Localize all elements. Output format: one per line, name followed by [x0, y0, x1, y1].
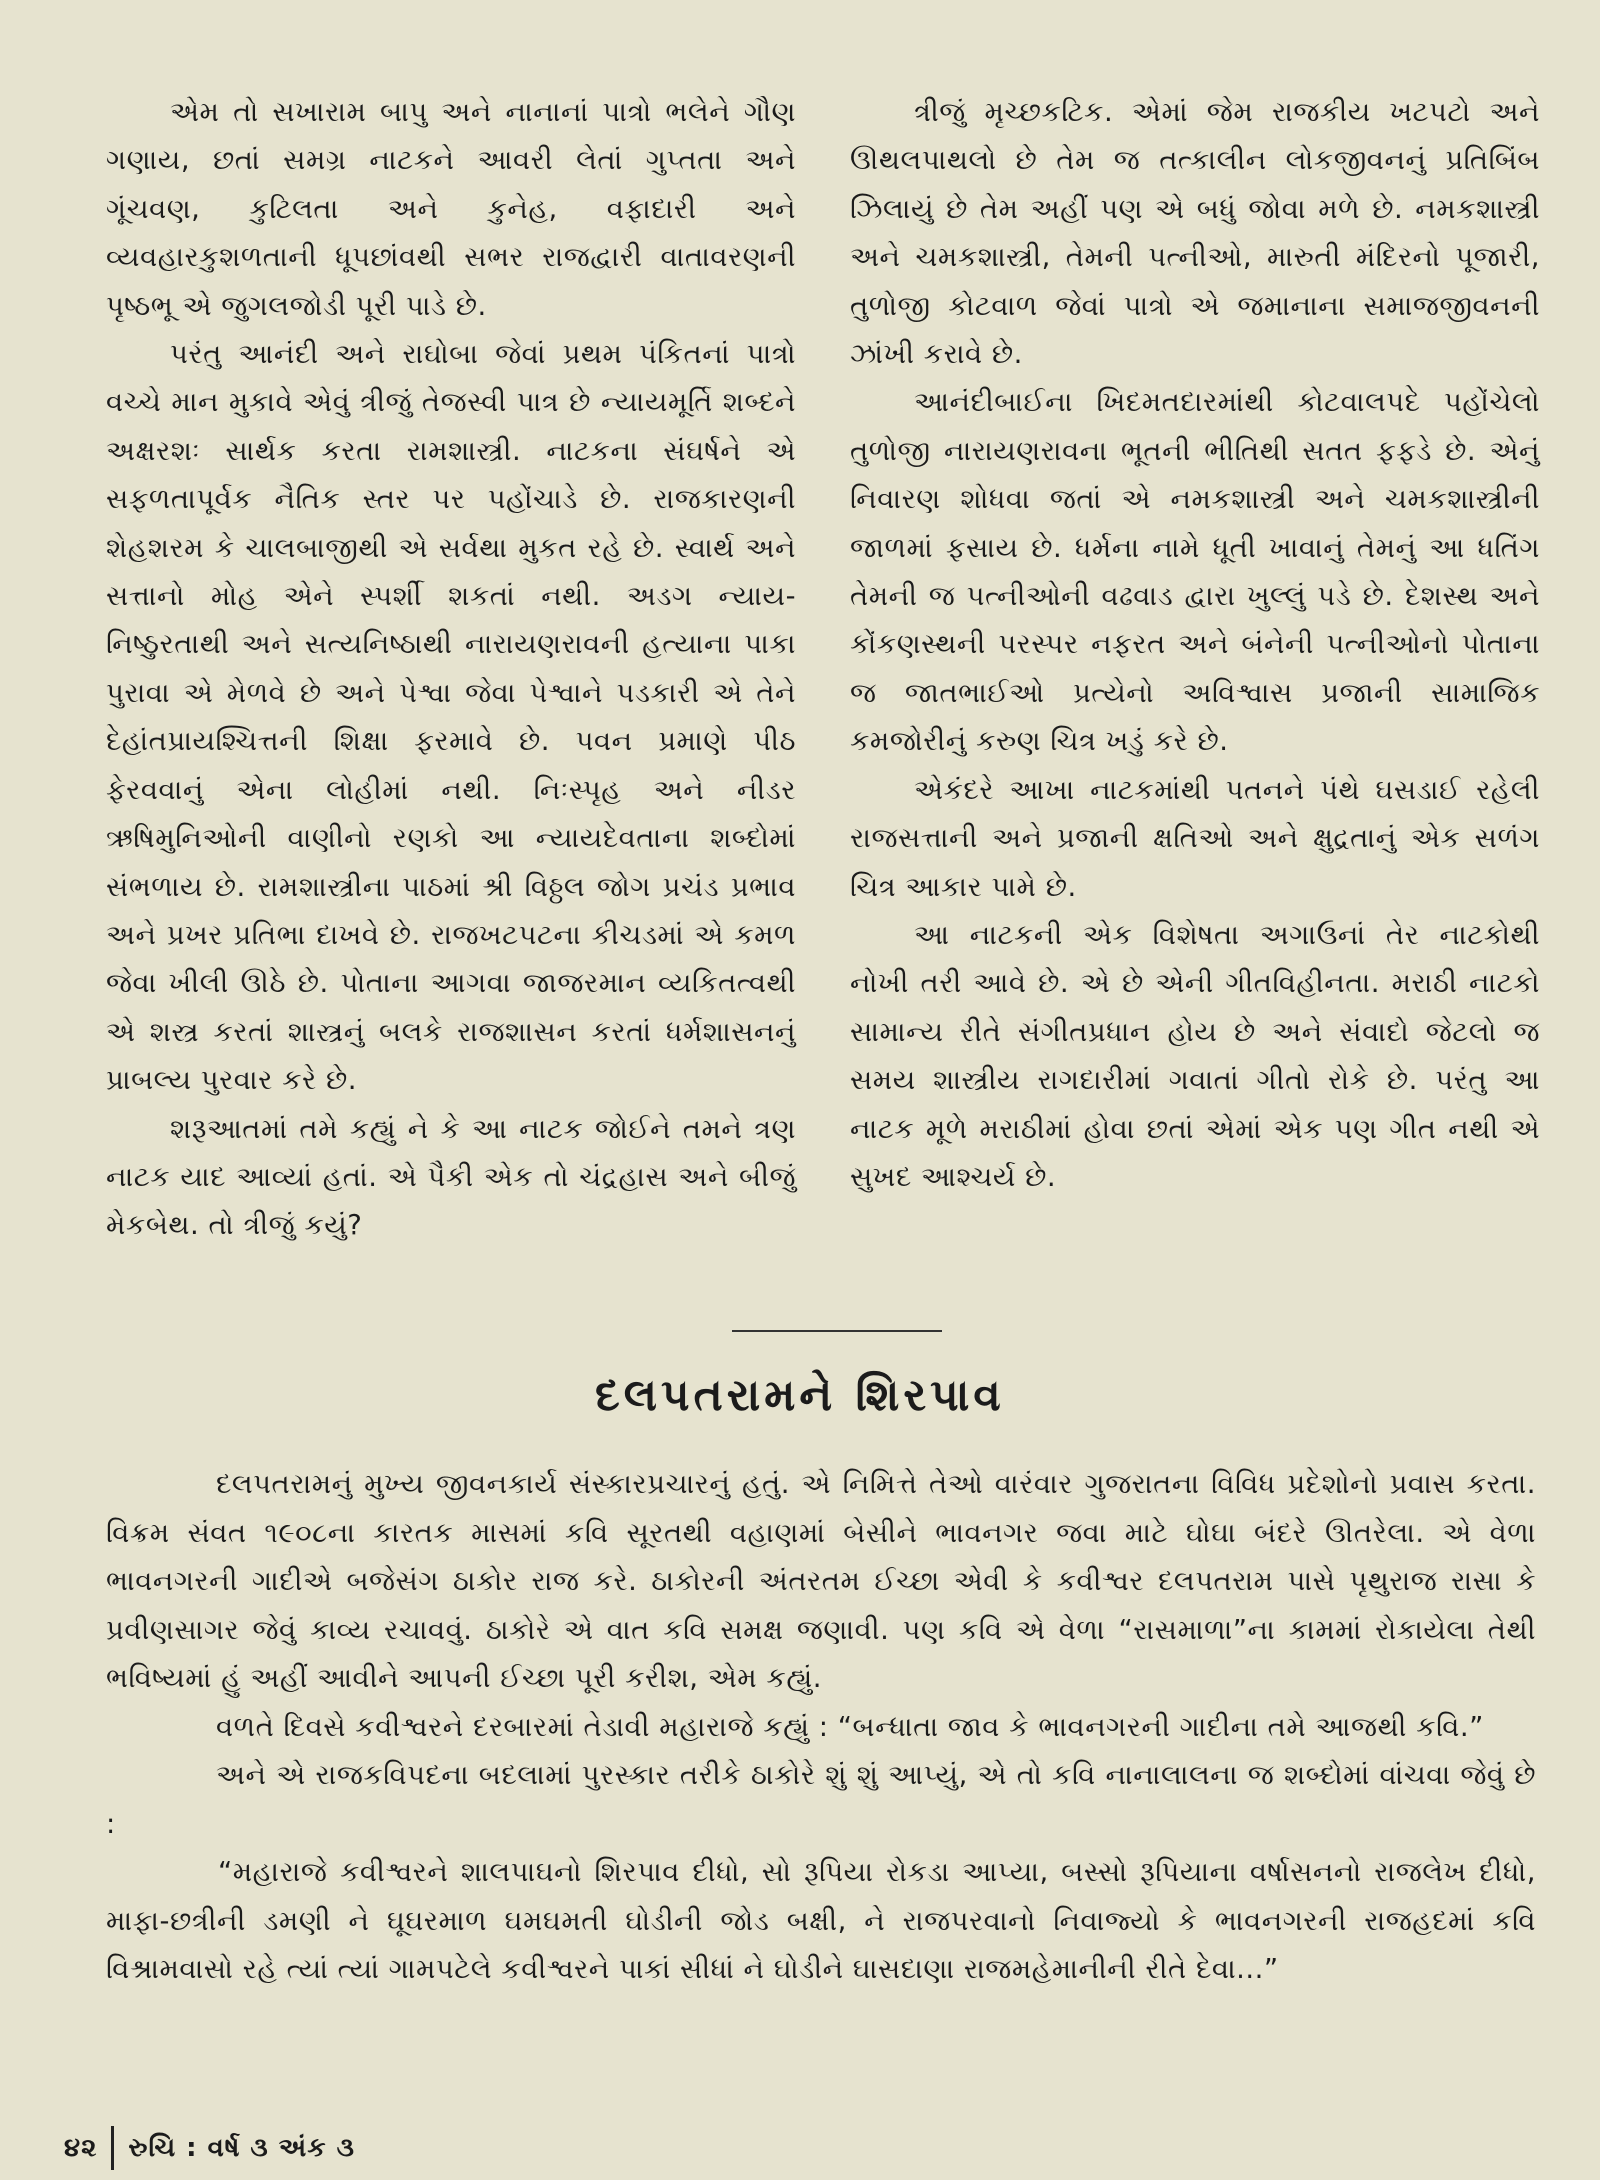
story-paragraph-2: વળતે દિવસે કવીશ્વરને દરબારમાં તેડાવી મહારાજે કહ્યું : “બન્ધાતા જાવ કે ભાવનગરની ગાદીના તમે આજથી કવિ.”: [216, 1710, 1484, 1743]
footer-divider: [111, 2126, 114, 2170]
right-paragraph-1: ત્રીજું મૃચ્છકટિક. એમાં જેમ રાજકીય ખટપટો અને ઊથલપાથલો છે તેમ જ તત્કાલીન લોકજીવનનું પ્રતિબિંબ ઝિલાયું છે તેમ અહીં પણ એ બધું જોવા મળે છે. નમકશાસ્ત્રી અને ચમકશાસ્ત્રી, તેમની પત્નીઓ, મારુતી મંદિરનો પૂજારી, તુળોજી કોટવાળ જેવાં પાત્રો એ જમાનાના સમાજજીવનની ઝાંખી કરાવે છે.: [850, 96, 1540, 371]
left-paragraph-3: શરૂઆતમાં તમે કહ્યું ને કે આ નાટક જોઈને તમને ત્રણ નાટક યાદ આવ્યાં હતાં. એ પૈકી એક તો ચંદ્રહાસ અને બીજું મેકબેથ. તો ત્રીજું કયું?: [106, 1112, 796, 1242]
right-paragraph-3: એકંદરે આખા નાટકમાંથી પતનને પંથે ઘસડાઈ રહેલી રાજસત્તાની અને પ્રજાની ક્ષતિઓ અને ક્ષુદ્રતાનું એક સળંગ ચિત્ર આકાર પામે છે.: [850, 773, 1540, 903]
section-divider: [732, 1330, 942, 1332]
right-paragraph-2: આનંદીબાઈના ખિદમતદારમાંથી કોટવાલપદે પહોંચેલો તુળોજી નારાયણરાવના ભૂતની ભીતિથી સતત ફફડે છે. એનું નિવારણ શોધવા જતાં એ નમકશાસ્ત્રી અને ચમકશાસ્ત્રીની જાળમાં ફસાય છે. ધર્મના નામે ધૂતી ખાવાનું તેમનું આ ધતિંગ તેમની જ પત્નીઓની વઢવાડ દ્વારા ખુલ્લું પડે છે. દેશસ્થ અને કોંકણસ્થની પરસ્પર નફરત અને બંનેની પત્નીઓનો પોતાના જ જાતભાઈઓ પ્રત્યેનો અવિશ્વાસ પ્રજાની સામાજિક કમજોરીનું કરુણ ચિત્ર ખડું કરે છે.: [850, 386, 1540, 758]
right-paragraph-4: આ નાટકની એક વિશેષતા અગાઉનાં તેર નાટકોથી નોખી તરી આવે છે. એ છે એની ગીતવિહીનતા. મરાઠી નાટકો સામાન્ય રીતે સંગીતપ્રધાન હોય છે અને સંવાદો જેટલો જ સમય શાસ્ત્રીય રાગદારીમાં ગવાતાં ગીતો રોકે છે. પરંતુ આ નાટક મૂળે મરાઠીમાં હોવા છતાં એમાં એક પણ ગીત નથી એ સુખદ આશ્ચર્ય છે.: [850, 918, 1540, 1193]
story-paragraph-3: અને એ રાજકવિપદના બદલામાં પુરસ્કાર તરીકે ઠાકોરે શું શું આપ્યું, એ તો કવિ નાનાલાલના જ શબ્દોમાં વાંચવા જેવું છે :: [106, 1759, 1536, 1840]
page-number: ૪૨: [64, 2132, 98, 2163]
story-body: [106, 1460, 1536, 1994]
left-paragraph-2: પરંતુ આનંદી અને રાઘોબા જેવાં પ્રથમ પંકિતનાં પાત્રો વચ્ચે માન મુકાવે એવું ત્રીજું તેજસ્વી પાત્ર છે ન્યાયમૂર્તિ શબ્દને અક્ષરશઃ સાર્થક કરતા રામશાસ્ત્રી. નાટકના સંઘર્ષને એ સફળતાપૂર્વક નૈતિક સ્તર પર પહોંચાડે છે. રાજકારણની શેહશરમ કે ચાલબાજીથી એ સર્વથા મુકત રહે છે. સ્વાર્થ અને સત્તાનો મોહ એને સ્પર્શી શકતાં નથી. અડગ ન્યાય-નિષ્ઠુરતાથી અને સત્યનિષ્ઠાથી નારાયણરાવની હત્યાના પાકા પુરાવા એ મેળવે છે અને પેશ્વા જેવા પેશ્વાને પડકારી એ તેને દેહાંતપ્રાયશ્ચિત્તની શિક્ષા ફરમાવે છે. પવન પ્રમાણે પીઠ ફેરવવાનું એના લોહીમાં નથી. નિઃસ્પૃહ અને નીડર ઋષિમુનિઓની વાણીનો રણકો આ ન્યાયદેવતાના શબ્દોમાં સંભળાય છે. રામશાસ્ત્રીના પાઠમાં શ્રી વિઠ્ઠલ જોગ પ્રચંડ પ્રભાવ અને પ્રખર પ્રતિભા દાખવે છે. રાજખટપટના કીચડમાં એ કમળ જેવા ખીલી ઊઠે છે. પોતાના આગવા જાજરમાન વ્યકિતત્વથી એ શસ્ત્ર કરતાં શાસ્ત્રનું બલકે રાજશાસન કરતાં ધર્મશાસનનું પ્રાબલ્ય પુરવાર કરે છે.: [106, 338, 796, 1097]
story-quote: “મહારાજે કવીશ્વરને શાલપાઘનો શિરપાવ દીધો, સો રૂપિયા રોકડા આપ્યા, બસ્સો રૂપિયાના વર્ષાસનનો રાજલેખ દીધો, માફા-છત્રીની ડમણી ને ઘૂઘરમાળ ઘમઘમતી ઘોડીની જોડ બક્ષી, ને રાજપરવાનો નિવાજ્યો કે ભાવનગરની રાજહદમાં કવિ વિશ્રામવાસો રહે ત્યાં ત્યાં ગામપટેલે કવીશ્વરને પાકાં સીધાં ને ઘોડીને ઘાસદાણા રાજમહેમાનીની રીતે દેવા...”: [106, 1856, 1536, 1985]
right-column: [850, 88, 1540, 1201]
story-paragraph-1: દલપતરામનું મુખ્ય જીવનકાર્ય સંસ્કારપ્રચારનું હતું. એ નિમિત્તે તેઓ વારંવાર ગુજરાતના વિવિધ પ્રદેશોનો પ્રવાસ કરતા. વિક્રમ સંવત ૧૯૦૮ના કારતક માસમાં કવિ સૂરતથી વહાણમાં બેસીને ભાવનગર જવા માટે ઘોઘા બંદરે ઊતરેલા. એ વેળા ભાવનગરની ગાદીએ બજેસંગ ઠાકોર રાજ કરે. ઠાકોરની અંતરતમ ઈચ્છા એવી કે કવીશ્વર દલપતરામ પાસે પૃથુરાજ રાસા કે પ્રવીણસાગર જેવું કાવ્ય રચાવવું. ઠાકોરે એ વાત કવિ સમક્ષ જણાવી. પણ કવિ એ વેળા “રાસમાળા”ના કામમાં રોકાયેલા તેથી ભવિષ્યમાં હું અહીં આવીને આપની ઈચ્છા પૂરી કરીશ, એમ કહ્યું.: [106, 1468, 1536, 1694]
left-paragraph-1: એમ તો સખારામ બાપુ અને નાનાનાં પાત્રો ભલેને ગૌણ ગણાય, છતાં સમગ્ર નાટકને આવરી લેતાં ગુપ્તતા અને ગૂંચવણ, કુટિલતા અને કુનેહ, વફાદારી અને વ્યવહારકુશળતાની ધૂપછાંવથી સભર રાજદ્વારી વાતાવરણની પૃષ્ઠભૂ એ જુગલજોડી પૂરી પાડે છે.: [106, 96, 796, 322]
story-title: દલપતરામને શિરપાવ: [595, 1370, 1005, 1421]
page-footer: [64, 2126, 355, 2170]
left-column: [106, 88, 796, 1250]
publication-info: રુચિ : વર્ષ ૩ અંક ૩: [128, 2132, 355, 2163]
